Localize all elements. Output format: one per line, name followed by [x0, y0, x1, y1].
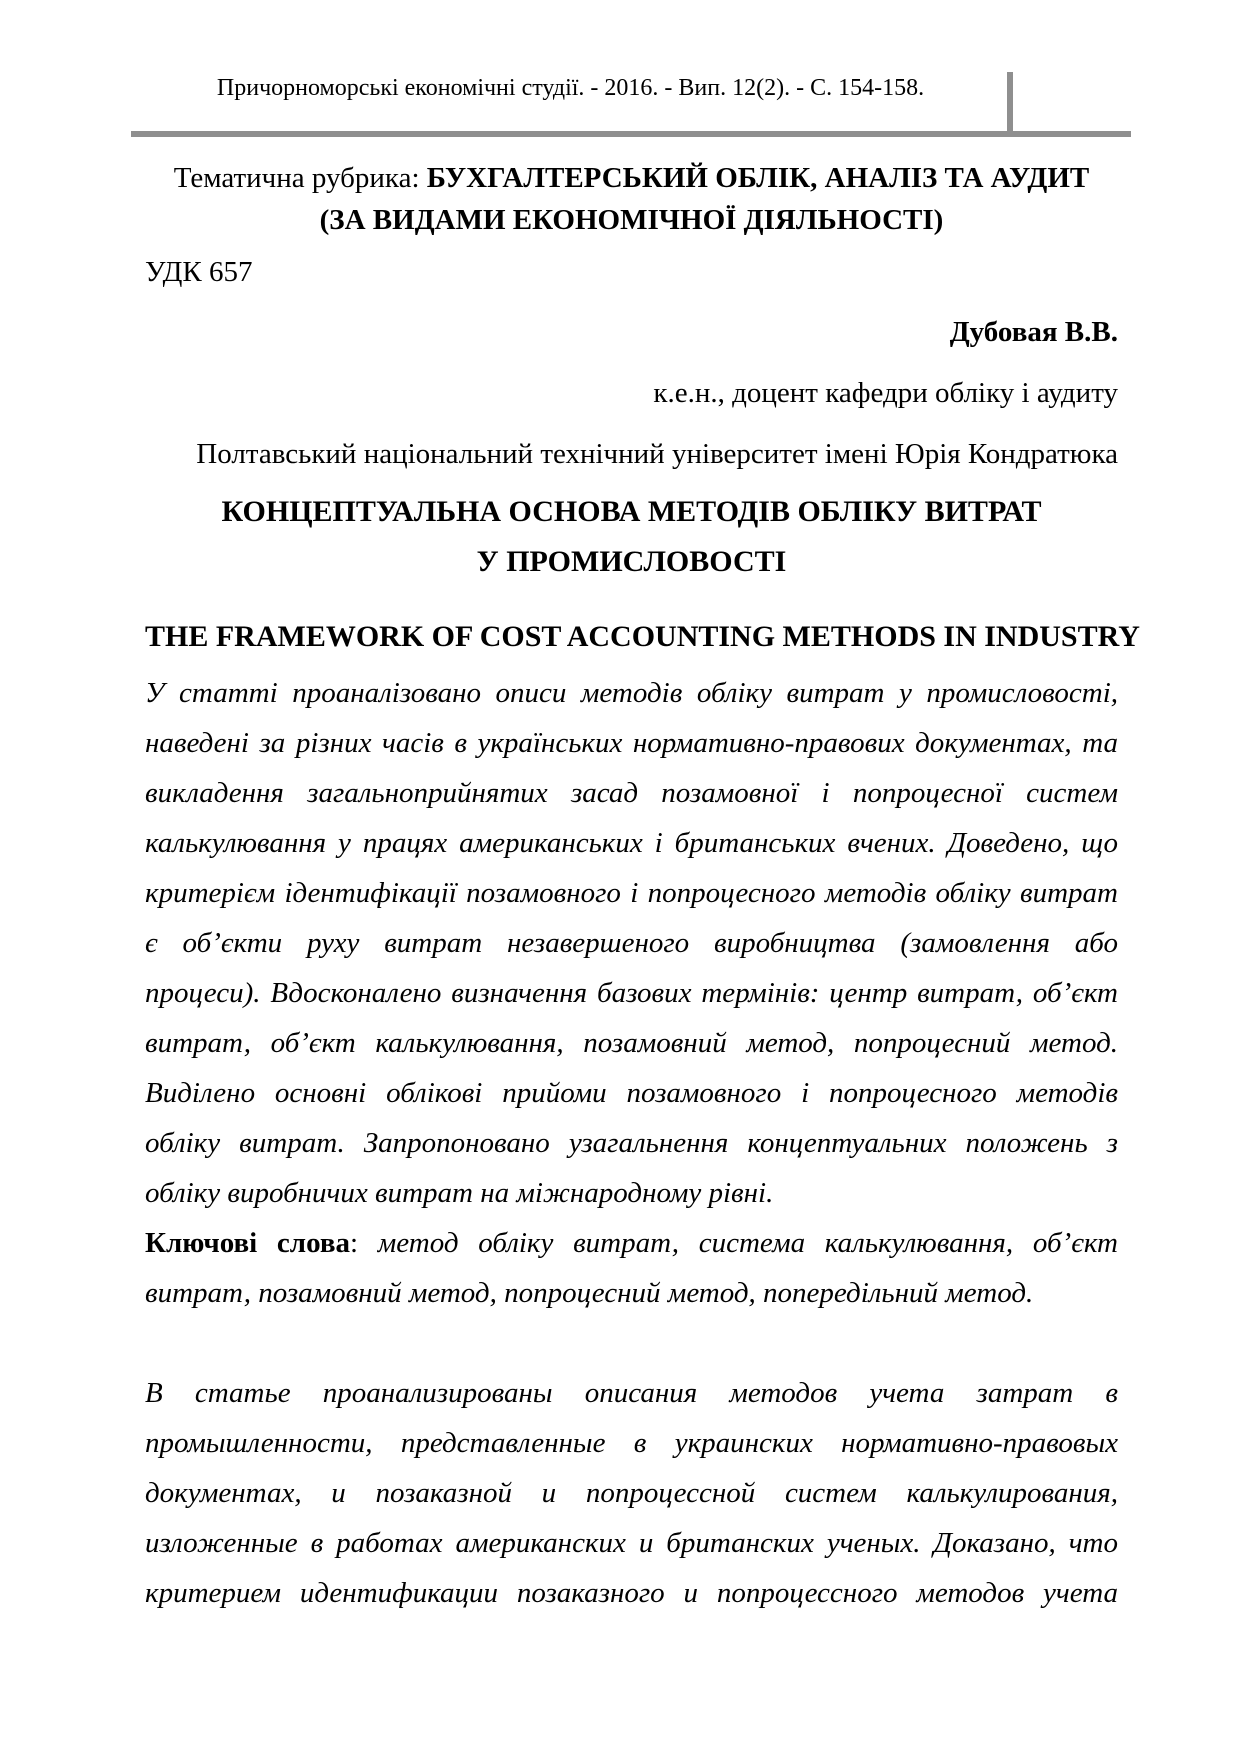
abstract-uk-line: У статті проаналізовано описи методів обліку витрат у промисловості, [145, 677, 1118, 709]
header-divider-rule [131, 131, 1131, 137]
abstract-uk-line: процеси). Вдосконалено визначення базових термінів: центр витрат, об’єкт [145, 977, 1118, 1009]
author-affiliation: Полтавський національний технічний університет імені Юрія Кондратюка [196, 438, 1118, 470]
abstract-uk-line: витрат, об’єкт калькулювання, позамовний метод, попроцесний метод. [145, 1027, 1118, 1059]
rubric-prefix: Тематична рубрика: [173, 162, 427, 194]
rubric-line-2: (ЗА ВИДАМИ ЕКОНОМІЧНОЇ ДІЯЛЬНОСТІ) [319, 204, 944, 236]
abstract-ru-line: критерием идентификации позаказного и попроцессного методов учета [145, 1577, 1118, 1609]
article-title-uk-line-1: КОНЦЕПТУАЛЬНА ОСНОВА МЕТОДІВ ОБЛІКУ ВИТРАТ [221, 495, 1042, 528]
keywords-colon: : [350, 1227, 359, 1259]
article-title-uk [145, 487, 1118, 587]
abstract-uk-line: викладення загальноприйнятих засад позамовної і попроцесної систем [145, 777, 1118, 809]
article-title-uk-line-2: У ПРОМИСЛОВОСТІ [476, 545, 787, 578]
keywords-list-part-1: метод обліку витрат, система калькулювання, об’єкт [377, 1227, 1118, 1259]
keywords-label: Ключові слова [145, 1227, 351, 1259]
abstract-uk-line: калькулювання у працях американських і британських вчених. Доведено, що [145, 827, 1118, 859]
abstract-ru-line: изложенные в работах американских и британских ученых. Доказано, что [145, 1527, 1118, 1559]
abstract-ru-line: документах, и позаказной и попроцессной систем калькулирования, [145, 1477, 1118, 1509]
header-vertical-bar [1007, 72, 1013, 131]
keywords-uk [145, 1218, 1118, 1318]
abstract-uk-line: Виділено основні облікові прийоми позамовного і попроцесного методів [145, 1077, 1118, 1109]
abstract-uk-line: обліку виробничих витрат на міжнародному рівні. [145, 1177, 774, 1209]
abstract-uk-line: наведені за різних часів в українських нормативно-правових документах, та [145, 727, 1118, 759]
abstract-ru-line: промышленности, представленные в украинских нормативно-правовых [145, 1427, 1118, 1459]
abstract-ru [145, 1368, 1118, 1618]
keywords-uk-line-1 [145, 1218, 1118, 1268]
abstract-uk [145, 668, 1118, 1218]
rubric-line-1 [145, 157, 1118, 199]
abstract-uk-line: обліку витрат. Запропоновано узагальнення концептуальних положень з [145, 1127, 1118, 1159]
abstract-uk-line: є об’єкти руху витрат незавершеного виробництва (замовлення або [145, 927, 1118, 959]
udc-code: УДК 657 [145, 256, 253, 288]
rubric-title-part-1: БУХГАЛТЕРСЬКИЙ ОБЛІК, АНАЛІЗ ТА АУДИТ [426, 162, 1090, 194]
author-position: к.е.н., доцент кафедри обліку і аудиту [653, 377, 1118, 409]
abstract-uk-line: критерієм ідентифікації позамовного і попроцесного методів обліку витрат [145, 877, 1118, 909]
thematic-rubric [145, 157, 1118, 241]
journal-citation: Причорноморські економічні студії. - 2016. - Вип. 12(2). - С. 154-158. [216, 75, 925, 101]
abstract-ru-line: В статье проанализированы описания методов учета затрат в [145, 1377, 1118, 1409]
article-title-en: THE FRAMEWORK OF COST ACCOUNTING METHODS IN INDUSTRY [145, 620, 1140, 653]
keywords-uk-line-2: витрат, позамовний метод, попроцесний метод, попередільний метод. [145, 1277, 1034, 1309]
author-name: Дубовая В.В. [949, 316, 1118, 348]
